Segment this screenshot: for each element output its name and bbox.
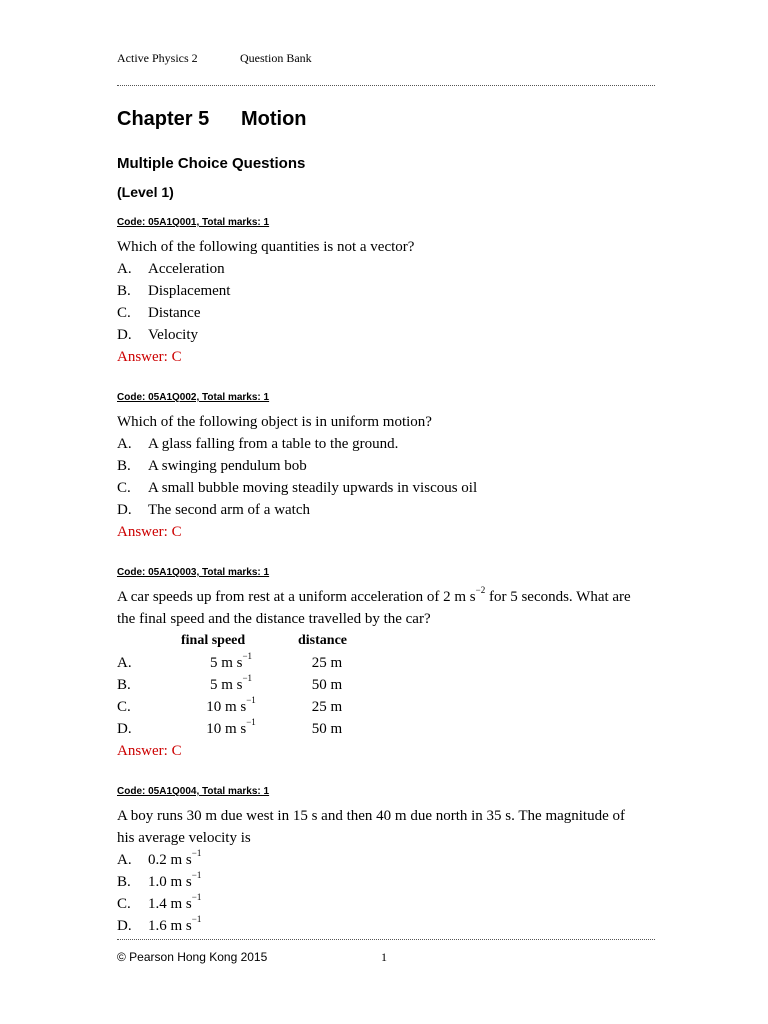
question-stem-line-2: his average velocity is (117, 830, 251, 846)
question-stem-line-2: the final speed and the distance travelled by the car? (117, 611, 431, 627)
question-stem: Which of the following object is in uniform motion? (117, 414, 432, 430)
chapter-title: Motion (241, 108, 307, 130)
question-stem-line-1: A car speeds up from rest at a uniform acceleration of 2 m $s^{-2}$ for 5 seconds. What are (117, 585, 631, 605)
running-header (117, 51, 312, 66)
section-heading: Multiple Choice Questions (117, 155, 306, 172)
options-table-header (117, 630, 655, 652)
question-stem-line-1: A boy runs 30 m due west in 15 s and then 40 m due north in 35 s. The magnitude of (117, 808, 626, 824)
question-3 (117, 566, 655, 762)
option-b: B. A swinging pendulum bob (117, 458, 307, 474)
question-code: Code: 05A1Q003, Total marks: 1 (117, 567, 270, 578)
question-2 (117, 391, 655, 543)
question-stem: Which of the following quantities is not a vector? (117, 239, 415, 255)
option-c: C. A small bubble moving steadily upwards in viscous oil (117, 480, 478, 496)
option-a: A. Acceleration (117, 261, 225, 277)
option-b: B. 5 m $s^{-1}$ 50 m (117, 673, 343, 693)
footer-divider (117, 939, 655, 940)
option-d: D. 1.6 m $s^{-1}$ (117, 914, 202, 934)
chapter-heading (117, 108, 307, 131)
question-1 (117, 216, 655, 368)
header-divider (117, 85, 655, 86)
option-c: C. 1.4 m $s^{-1}$ (117, 892, 202, 912)
answer: Answer: C (117, 349, 182, 365)
answer: Answer: C (117, 524, 182, 540)
book-title: Active Physics 2 (117, 51, 198, 65)
option-a: A. 0.2 m $s^{-1}$ (117, 848, 202, 868)
page-number: 1 (381, 950, 387, 964)
option-b: B. 1.0 m $s^{-1}$ (117, 870, 202, 890)
option-c: C. Distance (117, 305, 201, 321)
column-final-speed: final speed (181, 633, 246, 648)
option-d: D. The second arm of a watch (117, 502, 311, 518)
option-d: D. Velocity (117, 327, 198, 343)
header-subtitle: Question Bank (240, 51, 312, 65)
option-d: D. 10 m $s^{-1}$ 50 m (117, 717, 343, 737)
option-a: A. 5 m $s^{-1}$ 25 m (117, 651, 343, 671)
copyright-text: © Pearson Hong Kong 2015 (117, 950, 268, 964)
level-heading: (Level 1) (117, 184, 174, 200)
chapter-number: Chapter 5 (117, 108, 210, 130)
option-b: B. Displacement (117, 283, 231, 299)
page-footer (117, 950, 387, 964)
option-a: A. A glass falling from a table to the ground. (117, 436, 399, 452)
option-c: C. 10 m $s^{-1}$ 25 m (117, 695, 343, 715)
question-4 (117, 785, 655, 937)
answer: Answer: C (117, 743, 182, 759)
column-distance: distance (298, 633, 347, 648)
question-code: Code: 05A1Q004, Total marks: 1 (117, 786, 270, 797)
question-code: Code: 05A1Q002, Total marks: 1 (117, 392, 270, 403)
question-code: Code: 05A1Q001, Total marks: 1 (117, 217, 270, 228)
